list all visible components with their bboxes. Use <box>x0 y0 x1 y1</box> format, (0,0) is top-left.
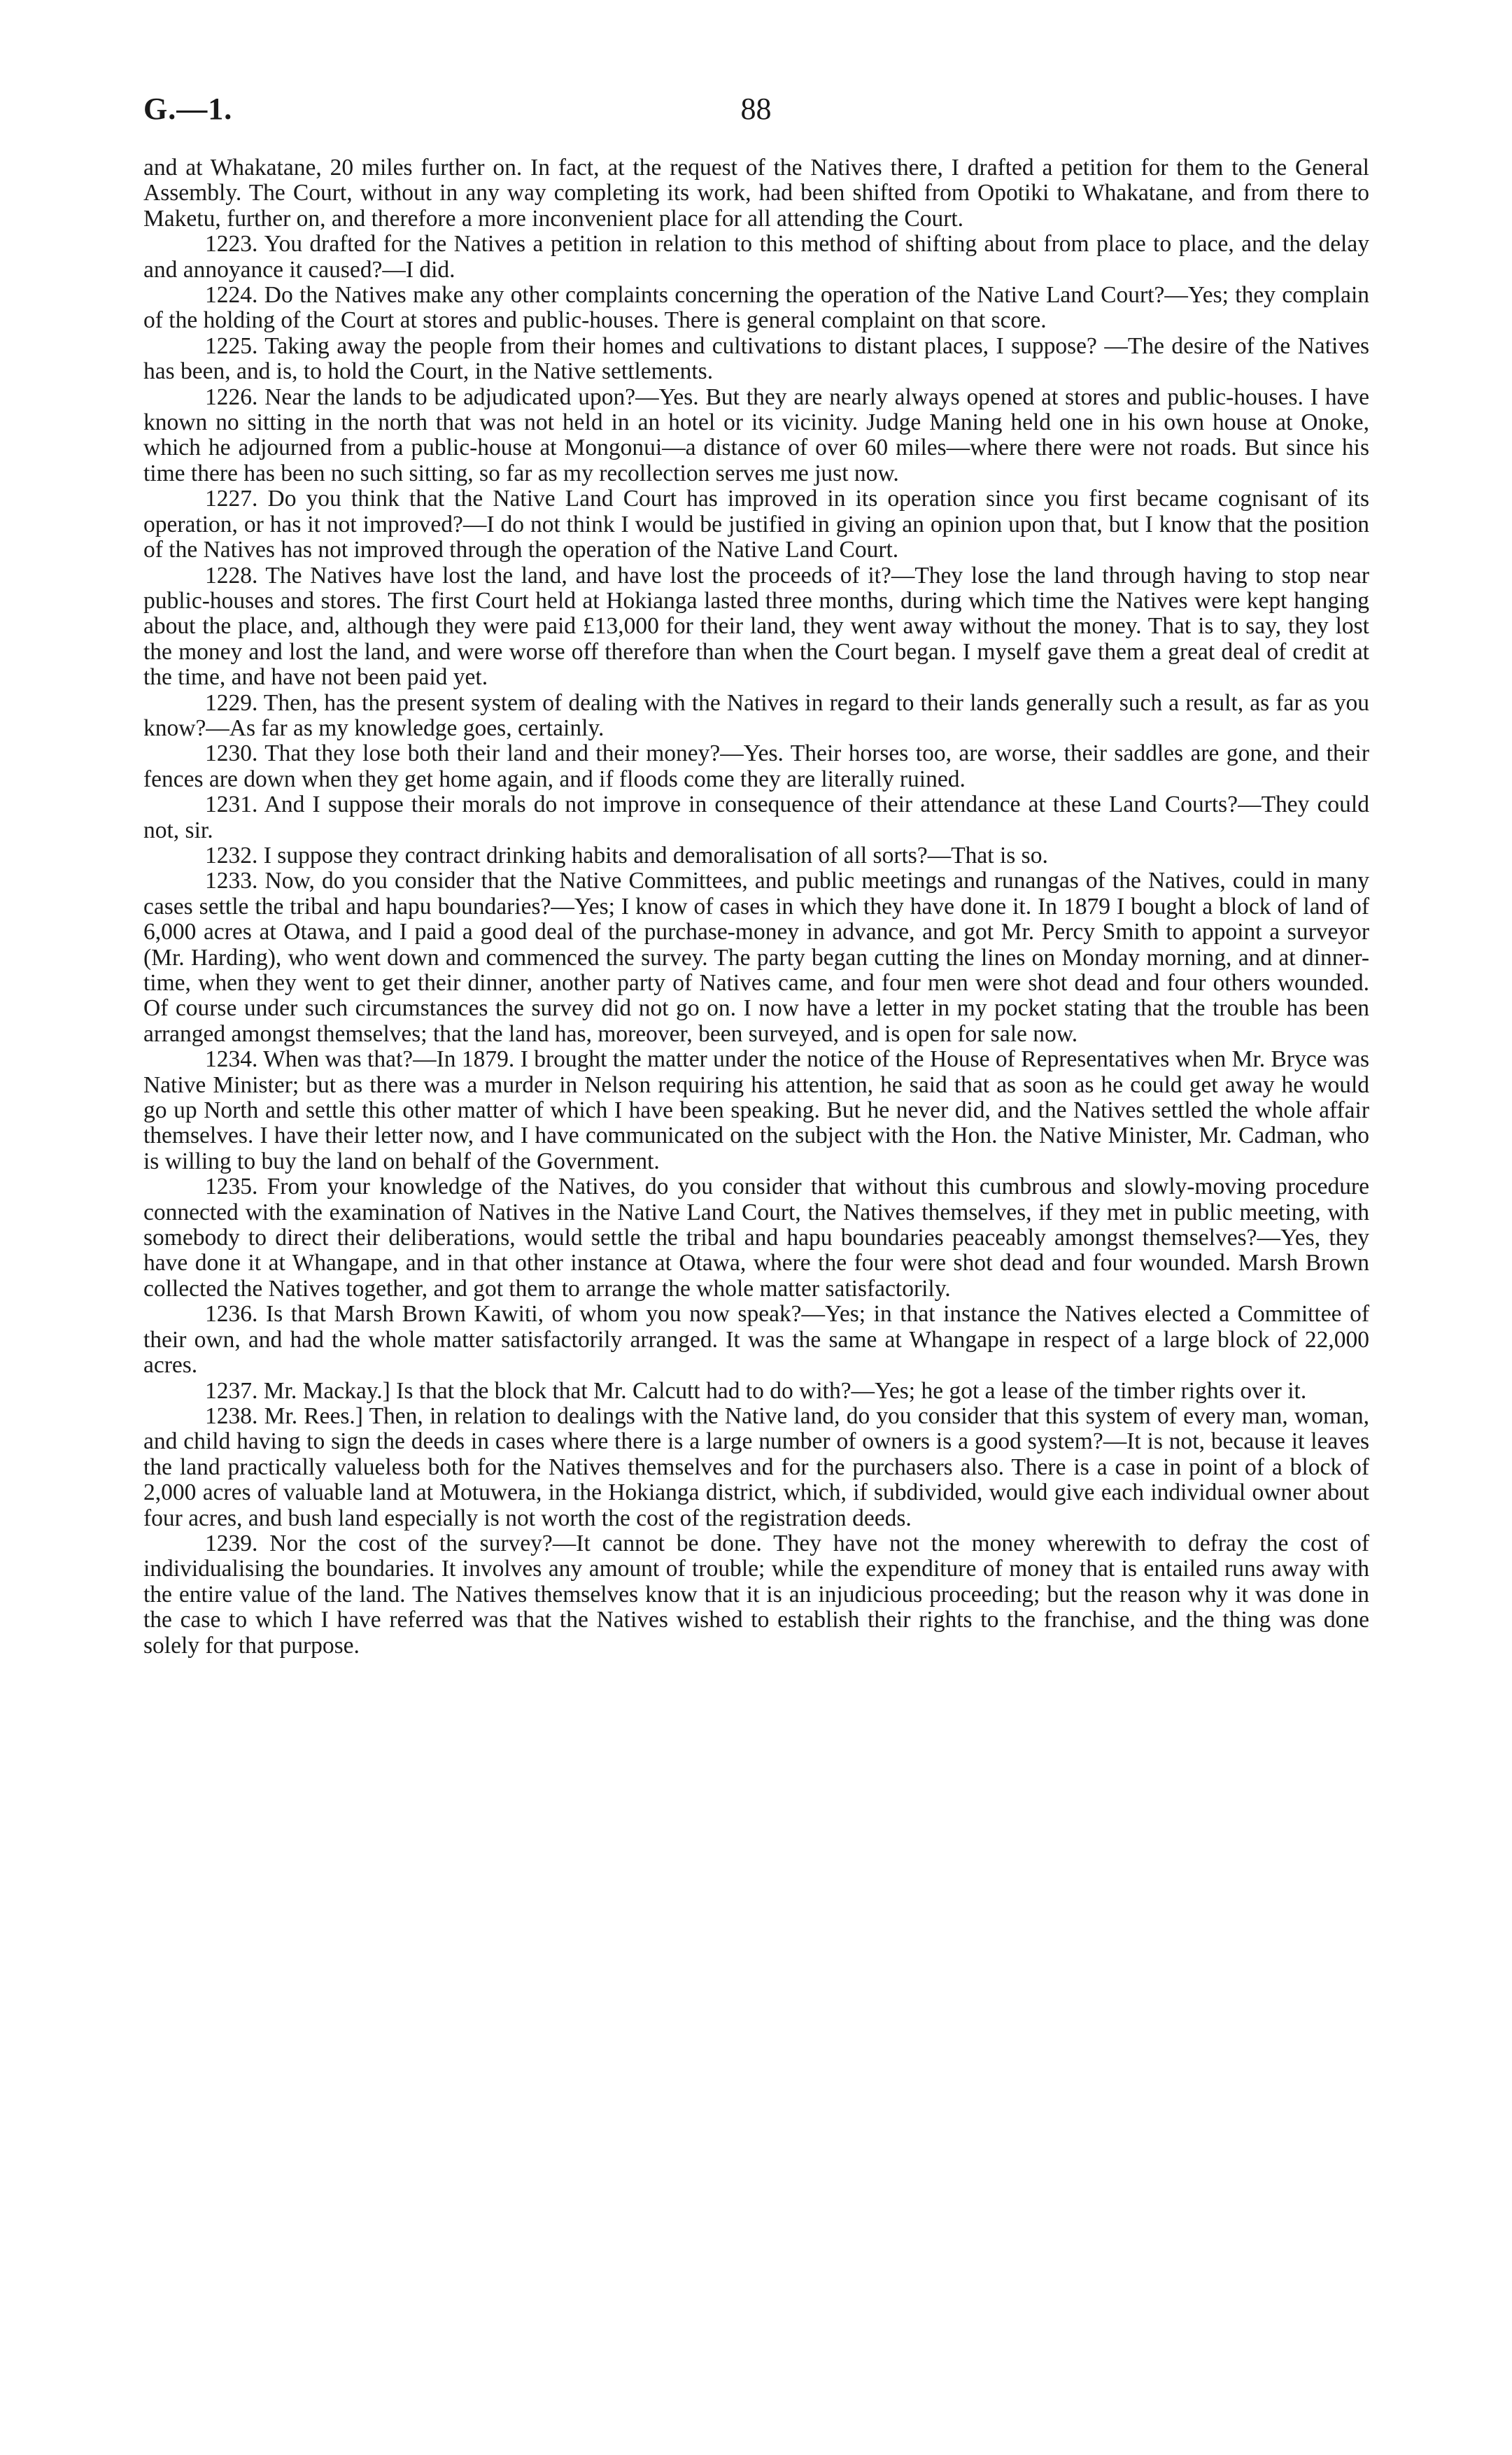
paragraph-1223: 1223. You drafted for the Natives a petition in relation to this method of shifting about from place to place, and the delay and annoyance it caused?—I did. <box>143 231 1369 283</box>
page-header <box>143 91 1369 140</box>
paragraph-1228: 1228. The Natives have lost the land, and have lost the proceeds of it?—They lose the land through having to stop near public-houses and stores. The first Court held at Hokianga lasted three months, during which time the Natives were kept hanging about the place, and, although they were paid £13,000 for their land, they went away without the money. That is to say, they lost the money and lost the land, and were worse off therefore than when the Court began. I myself gave them a great deal of credit at the time, and have not been paid yet. <box>143 562 1369 691</box>
paragraph-1239: 1239. Nor the cost of the survey?—It cannot be done. They have not the money wherewith to defray the cost of individualising the boundaries. It involves any amount of trouble; while the expenditure of money that is entailed runs away with the entire value of the land. The Natives themselves know that it is an injudicious proceeding; but the reason why it was done in the case to which I have referred was that the Natives wished to establish their rights to the franchise, and the thing was done solely for that purpose. <box>143 1530 1369 1659</box>
paragraph-1227: 1227. Do you think that the Native Land Court has improved in its operation since you first became cognisant of its operation, or has it not improved?—I do not think I would be justified in giving an opinion upon that, but I know that the position of the Natives has not improved through the operation of the Native Land Court. <box>143 486 1369 563</box>
paragraph-1235: 1235. From your knowledge of the Natives, do you consider that without this cumbrous and slowly-moving procedure connected with the examination of Natives in the Native Land Court, the Natives themselves, if they met in public meeting, with somebody to direct their deliberations, would settle the tribal and hapu boundaries peaceably amongst themselves?—Yes, they have done it at Whangape, and in that other instance at Otawa, where the four were shot dead and four wounded. Marsh Brown collected the Natives together, and got them to arrange the whole matter satisfactorily. <box>143 1174 1369 1302</box>
paragraph-1238: 1238. Mr. Rees.] Then, in relation to dealings with the Native land, do you consider that this system of every man, woman, and child having to sign the deeds in cases where there is a large number of owners is a good system?—It is not, because it leaves the land practically valueless both for the Natives themselves and for the purchasers also. There is a case in point of a block of 2,000 acres of valuable land at Motuwera, in the Hokianga district, which, if subdivided, would give each individual owner about four acres, and bush land especially is not worth the cost of the registration deeds. <box>143 1402 1369 1531</box>
paragraph-1237: 1237. Mr. Mackay.] Is that the block that Mr. Calcutt had to do with?—Yes; he got a lease of the timber rights over it. <box>205 1377 1307 1404</box>
document-body <box>143 155 1369 1659</box>
paragraph-1232: 1232. I suppose they contract drinking habits and demoralisation of all sorts?—That is so. <box>205 842 1048 868</box>
paragraph-1233: 1233. Now, do you consider that the Native Committees, and public meetings and runangas of the Natives, could in many cases settle the tribal and hapu boundaries?—Yes; I know of cases in which they have done it. In 1879 I bought a block of land of 6,000 acres at Otawa, and I paid a good deal of the purchase-money in advance, and got Mr. Percy Smith to appoint a surveyor (Mr. Harding), who went down and commenced the survey. The party began cutting the lines on Monday morning, and at dinner-time, when they went to get their dinner, another party of Natives came, and four men were shot dead and four others wounded. Of course under such circumstances the survey did not go on. I now have a letter in my pocket stating that the trouble has been arranged amongst themselves; that the land has, moreover, been surveyed, and is open for sale now. <box>143 868 1369 1047</box>
paragraph-1230: 1230. That they lose both their land and their money?—Yes. Their horses too, are worse, their saddles are gone, and their fences are down when they get home again, and if floods come they are literally ruined. <box>143 740 1369 792</box>
paragraph-1231: 1231. And I suppose their morals do not improve in consequence of their attendance at these Land Courts?—They could not, sir. <box>143 792 1369 843</box>
paragraph-1234: 1234. When was that?—In 1879. I brought the matter under the notice of the House of Representatives when Mr. Bryce was Native Minister; but as there was a murder in Nelson requiring his attention, he said that as soon as he could get away he would go up North and settle this other matter of which I have been speaking. But he never did, and the Natives settled the whole affair themselves. I have their letter now, and I have communicated on the subject with the Hon. the Native Minister, Mr. Cadman, who is willing to buy the land on behalf of the Government. <box>143 1046 1369 1174</box>
paragraph-1236: 1236. Is that Marsh Brown Kawiti, of whom you now speak?—Yes; in that instance the Natives elected a Committee of their own, and had the whole matter satisfactorily arranged. It was the same at Whangape in respect of a large block of 22,000 acres. <box>143 1301 1369 1379</box>
page-number: 88 <box>740 92 772 126</box>
paragraph-continuation: and at Whakatane, 20 miles further on. In fact, at the request of the Natives there, I drafted a petition for them to the General Assembly. The Court, without in any way completing its work, had been shifted from Opotiki to Whakatane, and from there to Maketu, further on, and therefore a more inconvenient place for all attending the Court. <box>143 155 1369 232</box>
paragraph-1224: 1224. Do the Natives make any other complaints concerning the operation of the Native Land Court?—Yes; they complain of the holding of the Court at stores and public-houses. There is general complaint on that score. <box>143 282 1369 334</box>
parliamentary-paper-reference: G.—1. <box>143 92 233 126</box>
paragraph-1226: 1226. Near the lands to be adjudicated upon?—Yes. But they are nearly always opened at stores and public-houses. I have known no sitting in the north that was not held in an hotel or its vicinity. Judge Maning held one in his own house at Onoke, which he adjourned from a public-house at Mongonui—a distance of over 60 miles—where there were not roads. But since his time there has been no such sitting, so far as my recollection serves me just now. <box>143 384 1369 486</box>
paragraph-1225: 1225. Taking away the people from their homes and cultivations to distant places, I suppose? —The desire of the Natives has been, and is, to hold the Court, in the Native settlements. <box>143 332 1369 385</box>
paragraph-1229: 1229. Then, has the present system of dealing with the Natives in regard to their lands generally such a result, as far as you know?—As far as my knowledge goes, certainly. <box>143 689 1369 741</box>
